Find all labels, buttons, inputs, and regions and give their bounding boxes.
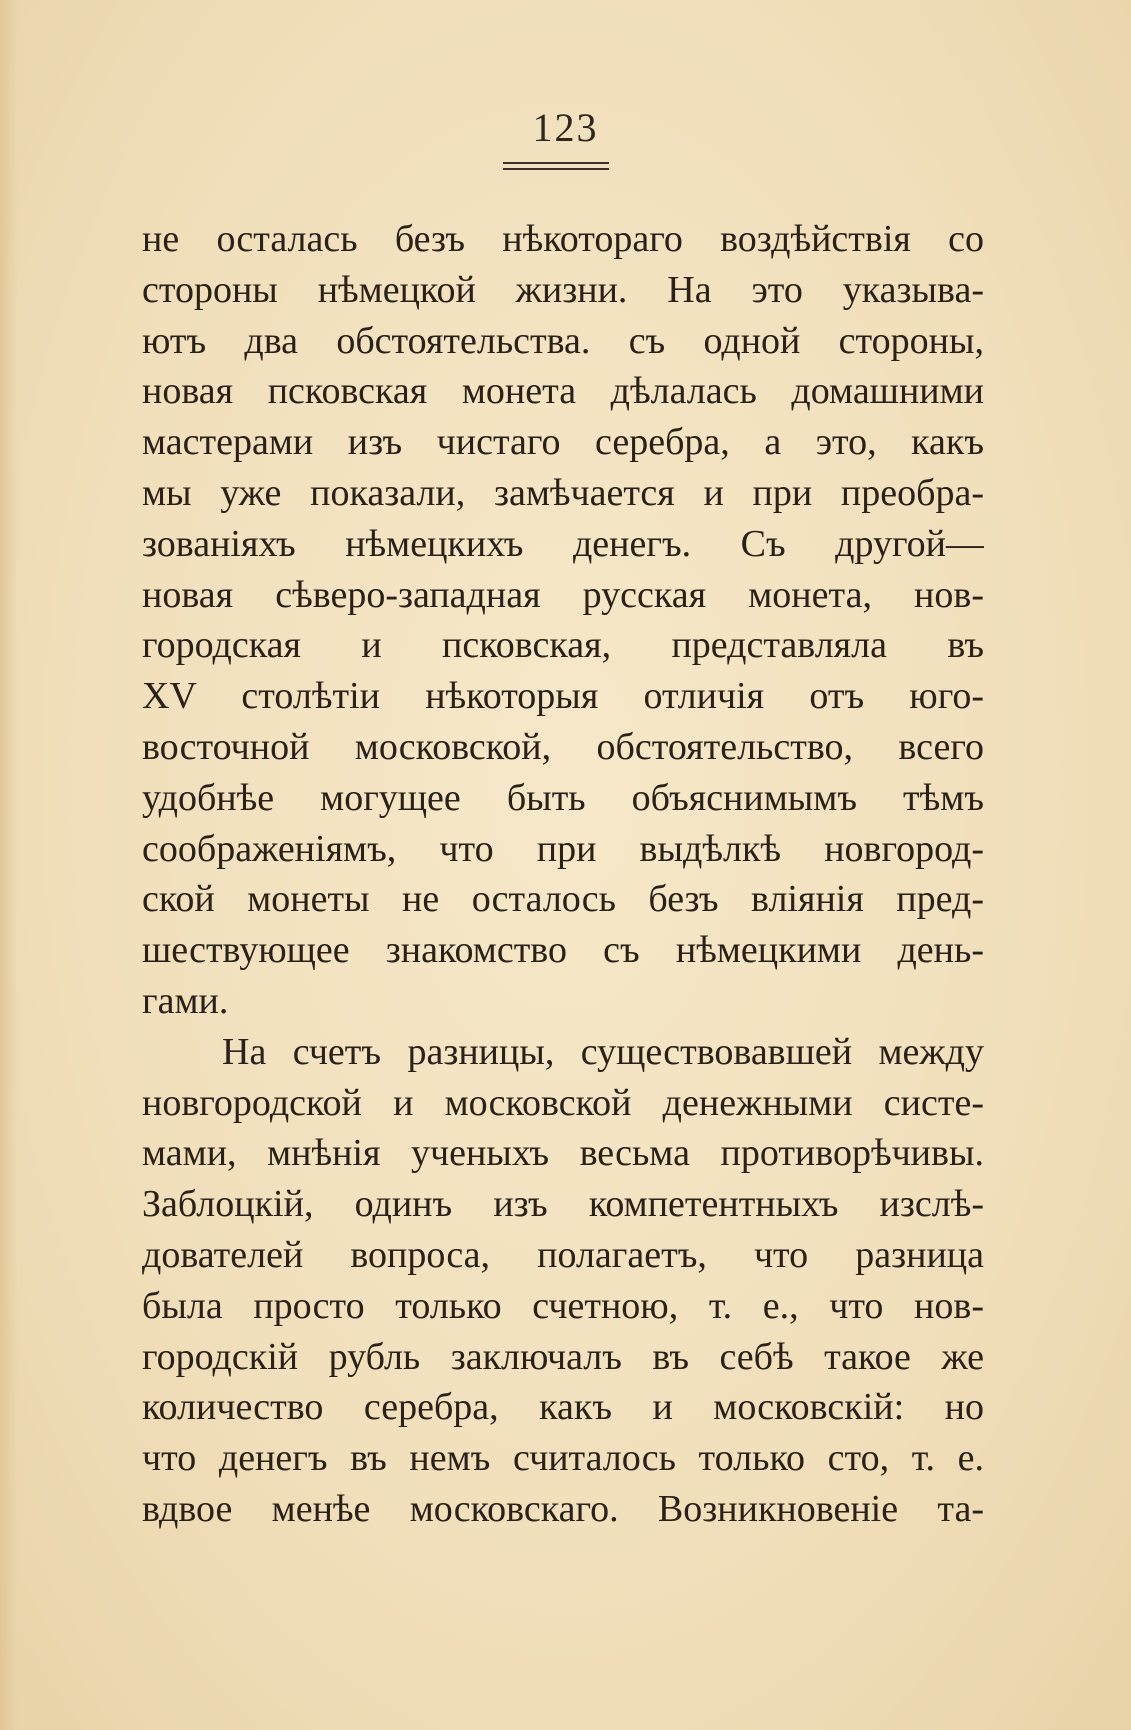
text-line: новая сѣверо-западная русская монета, нов- <box>142 573 984 616</box>
text-line: количество серебра, какъ и московскій: но <box>142 1386 984 1429</box>
text-line: новгородской и московской денежными систе- <box>142 1081 984 1124</box>
page-number: 123 <box>532 105 599 150</box>
text-line: мами, мнѣнія ученыхъ весьма противорѣчивы. <box>142 1132 984 1175</box>
text-line: городскій рубль заключалъ въ себѣ такое же <box>142 1335 984 1378</box>
text-line: стороны нѣмецкой жизни. На это указыва- <box>142 268 984 311</box>
text-line: была просто только счетною, т. е., что нов- <box>142 1284 984 1327</box>
text-line: шествующее знакомство съ нѣмецкими день- <box>142 929 984 972</box>
text-line: дователей вопроса, полагаетъ, что разница <box>142 1233 984 1276</box>
text-line: мастерами изъ чистаго серебра, а это, какъ <box>142 421 984 464</box>
text-line: XV столѣтіи нѣкоторыя отличія отъ юго- <box>142 675 984 718</box>
text-line: городская и псковская, представляла въ <box>142 624 984 667</box>
text-line: ской монеты не осталось безъ вліянія пред- <box>142 878 984 921</box>
text-line: восточной московской, обстоятельство, всего <box>142 725 984 768</box>
paragraph-start-line: На счетъ разницы, существовавшей между <box>222 1030 984 1073</box>
paragraph-end-line: гами. <box>142 979 229 1022</box>
text-line: Заблоцкій, одинъ изъ компетентныхъ изслѣ- <box>142 1183 984 1226</box>
text-line: мы уже показали, замѣчается и при преобра- <box>142 471 984 514</box>
text-line: вдвое менѣе московскаго. Возникновеніе та- <box>142 1487 984 1530</box>
page-edge-shadow <box>0 0 18 1730</box>
text-line: зованіяхъ нѣмецкихъ денегъ. Съ другой— <box>142 522 984 565</box>
text-line: новая псковская монета дѣлалась домашними <box>142 370 984 413</box>
text-line: удобнѣе могущее быть объяснимымъ тѣмъ <box>142 776 984 819</box>
body-text <box>142 214 984 1535</box>
text-line: ютъ два обстоятельства. съ одной стороны, <box>142 319 984 362</box>
text-line: соображеніямъ, что при выдѣлкѣ новгород- <box>142 827 984 870</box>
text-line: не осталась безъ нѣкотораго воздѣйствія со <box>142 218 984 260</box>
text-line: что денегъ въ немъ считалось только сто, т. е. <box>142 1437 984 1480</box>
header-rule-bottom <box>503 168 609 170</box>
header-rule-top <box>503 162 609 164</box>
